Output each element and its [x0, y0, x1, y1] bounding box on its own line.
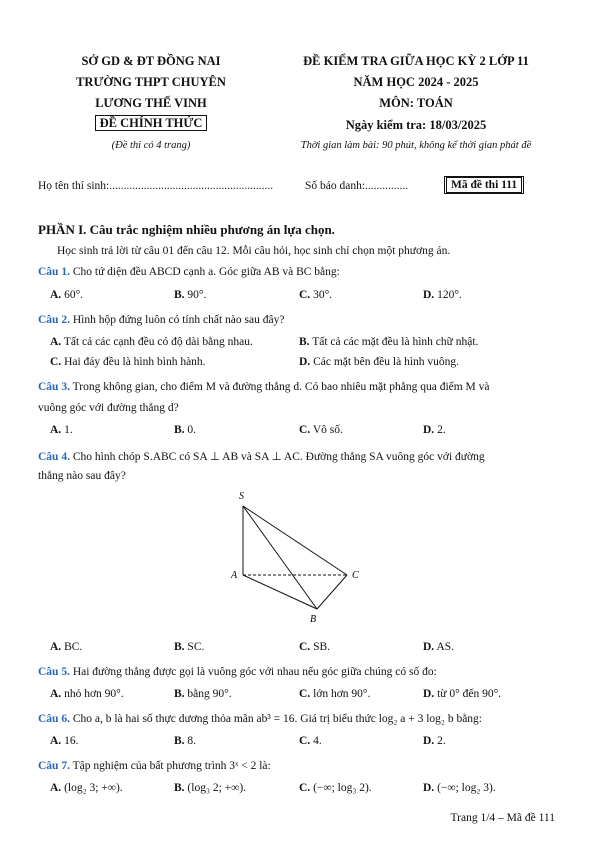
option-b[interactable]: B. bằng 90°.	[174, 688, 232, 700]
question-4	[38, 449, 563, 463]
option-c[interactable]: C. 30°.	[299, 289, 333, 301]
edge-ab	[243, 575, 317, 609]
question-label: Câu 2.	[38, 314, 70, 326]
label-b: B	[310, 614, 317, 625]
edge-sb	[243, 506, 317, 609]
question-text: Cho hình chóp S.ABC có SA ⊥ AB và SA ⊥ AC. Đường thẳng SA vuông góc với đường	[72, 451, 485, 463]
option-b[interactable]: B. 0.	[174, 424, 197, 436]
option-a[interactable]: A. (log₂ 3; +∞).	[50, 782, 123, 794]
option-d[interactable]: D. (−∞; log₂ 3).	[423, 782, 496, 794]
subject: MÔN: TOÁN	[379, 96, 453, 110]
option-c[interactable]: C. lớn hơn 90°.	[299, 688, 371, 700]
school-year: NĂM HỌC 2024 - 2025	[353, 75, 479, 89]
option-a[interactable]: A. 16.	[50, 735, 79, 747]
question-text: Trong không gian, cho điểm M và đường thẳng d. Có bao nhiêu mặt phẳng qua điểm M và	[72, 381, 490, 393]
label-c: C	[352, 570, 359, 581]
option-d[interactable]: D. từ 0° đến 90°.	[423, 688, 502, 700]
exam-title: ĐỀ KIỂM TRA GIỮA HỌC KỲ 2 LỚP 11	[303, 54, 529, 68]
question-2	[38, 314, 558, 326]
page-footer: Trang 1/4 – Mã đề 111	[450, 812, 555, 824]
question-label: Câu 7.	[38, 760, 70, 772]
option-c[interactable]: C. (−∞; log₃ 2).	[299, 782, 372, 794]
student-name-field[interactable]: Họ tên thí sinh:.........................................................	[38, 180, 274, 192]
option-b[interactable]: B. (log₃ 2; +∞).	[174, 782, 247, 794]
label-s: S	[239, 491, 244, 502]
option-a[interactable]: A. nhỏ hơn 90°.	[50, 688, 124, 700]
question-text-cont: thẳng nào sau đây?	[38, 470, 126, 482]
question-7	[38, 760, 563, 772]
question-text: Hai đường thẳng được gọi là vuông góc với nhau nếu góc giữa chúng có số đo:	[72, 666, 437, 678]
pages-note: (Đề thi có 4 trang)	[111, 140, 191, 151]
pyramid-figure	[225, 488, 365, 628]
question-text: Tập nghiệm của bất phương trình 3ˣ < 2 là:	[72, 760, 271, 772]
option-b[interactable]: B. 8.	[174, 735, 197, 747]
option-c[interactable]: C. SB.	[299, 641, 331, 653]
label-a: A	[231, 570, 238, 581]
question-5	[38, 666, 563, 678]
school-name-line1: TRƯỜNG THPT CHUYÊN	[76, 75, 226, 89]
edge-sc	[243, 506, 347, 575]
option-a[interactable]: A. Tất cả các cạnh đều có độ dài bằng nhau.	[50, 336, 253, 348]
time-note: Thời gian làm bài: 90 phút, không kể thời gian phát đề	[300, 140, 532, 151]
option-b[interactable]: B. Tất cả các mặt đều là hình chữ nhật.	[299, 336, 479, 348]
department-name: SỞ GD & ĐT ĐỒNG NAI	[81, 54, 221, 68]
question-6	[38, 713, 563, 725]
question-label: Câu 6.	[38, 713, 70, 725]
official-exam-badge: ĐỀ CHÍNH THỨC	[95, 115, 208, 131]
question-label: Câu 5.	[38, 666, 70, 678]
option-a[interactable]: A. 1.	[50, 424, 73, 436]
option-a[interactable]: A. BC.	[50, 641, 83, 653]
question-label: Câu 1.	[38, 266, 70, 278]
section-instruction: Học sinh trả lời từ câu 01 đến câu 12. Mỗi câu hỏi, học sinh chỉ chọn một phương án.	[57, 245, 451, 257]
option-d[interactable]: D. 2.	[423, 735, 446, 747]
question-label: Câu 3.	[38, 381, 70, 393]
option-d[interactable]: D. 120°.	[423, 289, 462, 301]
school-name-line2: LƯƠNG THẾ VINH	[95, 96, 207, 110]
edge-bc	[317, 575, 347, 609]
option-d[interactable]: D. AS.	[423, 641, 455, 653]
option-a[interactable]: A. 60°.	[50, 289, 84, 301]
question-text: Cho a, b là hai số thực dương thỏa mãn ab³ = 16. Giá trị biểu thức log₂ a + 3 log₂ b bằng:	[72, 713, 482, 725]
section-title: PHẦN I. Câu trắc nghiệm nhiều phương án lựa chọn.	[38, 222, 335, 237]
question-text-cont: vuông góc với đường thẳng d?	[38, 402, 179, 414]
question-3	[38, 381, 563, 393]
option-d[interactable]: D. 2.	[423, 424, 446, 436]
exam-date: Ngày kiểm tra: 18/03/2025	[345, 118, 487, 132]
option-c[interactable]: C. 4.	[299, 735, 322, 747]
exam-code: Mã đề thi 111	[451, 179, 518, 191]
question-label: Câu 4.	[38, 451, 70, 463]
option-b[interactable]: B. 90°.	[174, 289, 207, 301]
question-text: Cho tứ diện đều ABCD cạnh a. Góc giữa AB và BC bằng:	[72, 266, 340, 278]
question-text: Hình hộp đứng luôn có tính chất nào sau đây?	[72, 314, 285, 326]
student-id-field[interactable]: Số báo danh:...............	[305, 180, 409, 192]
option-c[interactable]: C. Hai đáy đều là hình bình hành.	[50, 356, 206, 368]
question-1	[38, 266, 558, 278]
option-b[interactable]: B. SC.	[174, 641, 205, 653]
option-d[interactable]: D. Các mặt bên đều là hình vuông.	[299, 356, 460, 368]
option-c[interactable]: C. Vô số.	[299, 424, 343, 436]
